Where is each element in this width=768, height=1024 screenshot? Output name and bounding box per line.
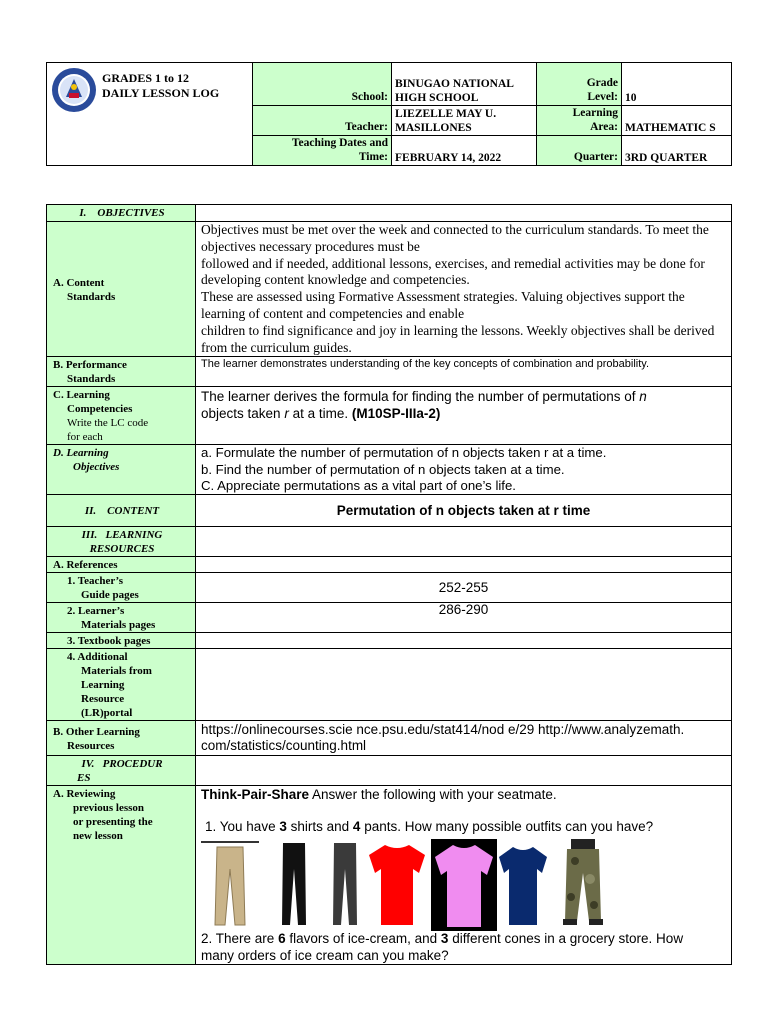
learning-objectives-label [47, 445, 196, 495]
additional-materials-label-5: (LR)portal [81, 707, 133, 720]
performance-standards-text: The learner demonstrates understanding of the key concepts of combination and probability. [196, 357, 732, 387]
competencies-n: n [639, 389, 647, 405]
activity-line [201, 786, 726, 804]
performance-standards-label [47, 357, 196, 387]
question-2-a: 2. There are [201, 931, 275, 947]
additional-materials-label-3: Learning [81, 679, 125, 692]
textbook-label: 3. Textbook pages [47, 633, 196, 649]
content-standards-paragraph-3: These are assessed using Formative Assessment strategies. Valuing objectives support the learning of content and competencies and enable [201, 289, 685, 321]
competencies-text-a: The learner derives the formula for finding the number of permutations of [201, 389, 636, 405]
learning-objective-a: a. Formulate the number of permutation of n objects taken r at a time. [201, 445, 607, 461]
grade-label-line-2: Level: [587, 91, 618, 103]
grade-label [537, 63, 622, 106]
resources-heading-2: RESOURCES [89, 543, 155, 556]
other-resources-link-line-2[interactable]: com/statistics/counting.html [201, 738, 367, 754]
black-pants-image [279, 839, 309, 927]
deped-seal-icon [51, 67, 97, 113]
header-table [46, 62, 732, 166]
learners-materials-label-1: 2. Learner’s [67, 605, 125, 618]
question-1-c: pants. How many possible outfits can you have? [364, 818, 654, 834]
reviewing-label [47, 786, 196, 965]
content-standards-paragraph-4: children to find significance and joy in learning the lessons. Weekly objectives shall be derived from the curriculum guides. [201, 322, 715, 355]
additional-materials-label-1: 4. Additional [67, 651, 128, 664]
competencies-label-2: Competencies [67, 403, 133, 416]
resources-heading [47, 527, 196, 557]
references-blank [196, 557, 732, 573]
dates-label-line-2: Time: [358, 151, 388, 163]
learning-objectives-label-1: D. Learning [53, 447, 109, 460]
resources-heading-1 [53, 528, 191, 542]
question-2-line-2: many orders of ice cream can you make? [201, 947, 449, 963]
additional-materials-label-4: Resource [81, 693, 125, 706]
reviewing-label-3: or presenting the [73, 816, 153, 829]
red-shirt-image [367, 839, 427, 927]
procedures-heading-2: ES [77, 772, 91, 785]
competencies-code: (M10SP-IIIa-2) [351, 405, 441, 421]
activity-intro: Answer the following with your seatmate. [312, 787, 557, 803]
khaki-pants-image [201, 839, 259, 927]
performance-standards-label-1: B. Performance [53, 359, 127, 372]
reviewing-label-1: A. Reviewing [53, 788, 116, 801]
logo-cell [47, 63, 253, 166]
grade-label-line-1: Grade [586, 77, 618, 89]
area-label [537, 106, 622, 136]
dates-label-line-1: Teaching Dates and [291, 137, 388, 149]
teacher-value: LIEZELLE MAY U. MASILLONES [392, 106, 537, 136]
teachers-guide-label [47, 573, 196, 603]
gray-pants-image [329, 839, 361, 927]
references-label: A. References [47, 557, 196, 573]
procedures-heading-num: IV. [81, 758, 95, 771]
additional-materials-label-2: Materials from [81, 665, 152, 678]
content-standards-label [47, 222, 196, 357]
competencies-label-3: Write the LC code [67, 417, 149, 430]
question-2 [201, 931, 726, 964]
objectives-heading-num: I. [79, 207, 87, 219]
teachers-guide-label-1: 1. Teacher’s [67, 575, 124, 588]
camo-pants-image [557, 839, 609, 927]
competencies-text [196, 387, 732, 445]
other-resources-link-line-1[interactable]: https://onlinecourses.scie nce.psu.edu/stat414/nod e/29 http://www.analyzemath. [201, 721, 685, 737]
clothing-images [201, 839, 726, 931]
objectives-heading-text: OBJECTIVES [97, 207, 165, 219]
content-standards-label-1: A. Content [53, 276, 105, 289]
other-resources-label-1: B. Other Learning [53, 725, 140, 738]
procedures-heading-blank [196, 756, 732, 786]
additional-materials-blank [196, 649, 732, 721]
learning-objective-b: b. Find the number of permutation of n objects taken at a time. [201, 461, 565, 477]
competencies-label [47, 387, 196, 445]
teachers-guide-label-2: Guide pages [81, 589, 139, 602]
question-1-shirts-count: 3 [279, 818, 287, 834]
additional-materials-label [47, 649, 196, 721]
content-text: Permutation of n objects taken at r time [196, 495, 732, 527]
teacher-label: Teacher: [253, 106, 392, 136]
question-2-c: different cones in a grocery store. How [452, 931, 684, 947]
competencies-text-b: objects taken [201, 405, 281, 421]
learning-objectives-label-2: Objectives [73, 461, 120, 474]
other-resources-label-2: Resources [67, 739, 115, 752]
content-standards-label-2: Standards [67, 290, 116, 303]
resources-heading-num: III. [81, 529, 98, 542]
content-heading-text: CONTENT [107, 505, 160, 518]
textbook-blank [196, 633, 732, 649]
other-resources-label [47, 721, 196, 756]
question-2-b: flavors of ice-cream, and [289, 931, 438, 947]
reviewing-label-4: new lesson [73, 830, 123, 843]
teachers-guide-pages: 252-255 [196, 573, 732, 603]
performance-standards-label-2: Standards [67, 373, 116, 386]
objectives-heading-blank [196, 205, 732, 222]
quarter-value: 3RD QUARTER [622, 136, 732, 166]
title-line-1: GRADES 1 to 12 [102, 71, 190, 85]
title-line-2: DAILY LESSON LOG [102, 86, 220, 100]
dates-value: FEBRUARY 14, 2022 [392, 136, 537, 166]
area-label-line-1: Learning [572, 107, 618, 119]
resources-heading-text-1: LEARNING [105, 529, 163, 542]
content-standards-paragraph-1: Objectives must be met over the week and connected to the curriculum standards. To meet the objectives necessary procedures must be [201, 222, 709, 254]
log-title [102, 71, 219, 101]
area-value: MATHEMATIC S [622, 106, 732, 136]
lesson-log-table [46, 204, 732, 965]
pink-shirt-image [431, 839, 497, 931]
question-2-cones-count: 3 [440, 931, 449, 947]
activity-title: Think-Pair-Share [201, 787, 310, 803]
learning-objective-c: C. Appreciate permutations as a vital part of one’s life. [201, 477, 516, 493]
learners-materials-pages: 286-290 [196, 603, 732, 633]
navy-shirt-image [497, 839, 549, 927]
competencies-r: r [284, 405, 289, 421]
procedures-heading-text-1: PROCEDUR [102, 758, 163, 771]
question-2-flavors-count: 6 [278, 931, 286, 947]
competencies-text-c: at a time. [292, 405, 349, 421]
resources-heading-blank [196, 527, 732, 557]
learners-materials-label-2: Materials pages [81, 619, 156, 632]
learning-objectives-list [196, 445, 732, 495]
question-1-a: 1. You have [205, 818, 276, 834]
competencies-label-4: for each [67, 431, 103, 444]
procedures-heading [47, 756, 196, 786]
reviewing-label-2: previous lesson [73, 802, 145, 815]
question-1 [201, 819, 726, 836]
dates-label [253, 136, 392, 166]
content-standards-paragraph-2: followed and if needed, additional lessons, exercises, and remedial activities may be done for developing content knowledge and competencies. [201, 255, 705, 288]
content-heading [47, 495, 196, 527]
content-standards-text [196, 222, 732, 357]
competencies-label-1: C. Learning [53, 389, 110, 402]
other-resources-links[interactable] [196, 721, 732, 756]
reviewing-content [196, 786, 732, 965]
question-1-b: shirts and [290, 818, 350, 834]
area-label-line-2: Area: [590, 121, 618, 133]
content-heading-num: II. [84, 505, 97, 518]
school-value: BINUGAO NATIONAL HIGH SCHOOL [392, 63, 537, 106]
question-1-pants-count: 4 [352, 818, 361, 834]
quarter-label: Quarter: [537, 136, 622, 166]
procedures-heading-1 [53, 757, 191, 771]
objectives-heading [47, 205, 196, 222]
school-label: School: [253, 63, 392, 106]
learners-materials-label [47, 603, 196, 633]
grade-value: 10 [622, 63, 732, 106]
